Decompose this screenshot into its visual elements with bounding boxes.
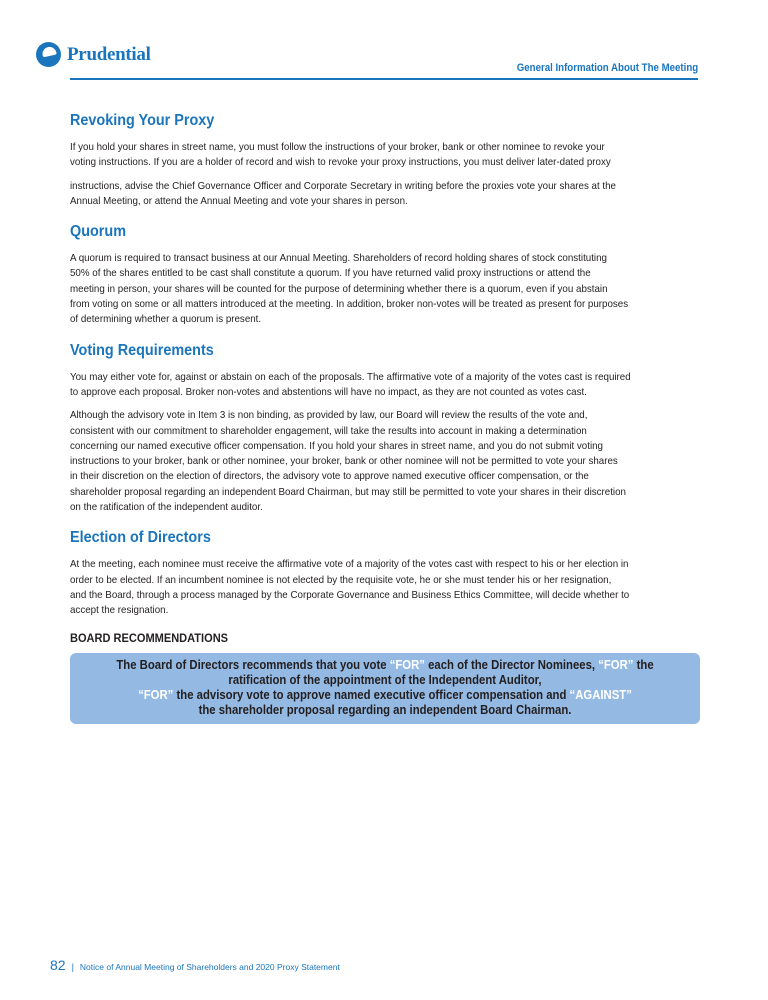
text-line: to approve each proposal. Broker non-votes and abstentions will have no impact, as they are not counted as votes cast. — [70, 386, 587, 398]
footer-separator: | — [71, 962, 74, 972]
header-rule — [70, 78, 698, 80]
logo-wordmark: Prudential — [67, 43, 151, 65]
text-line: meeting in person, your shares will be counted for the purpose of determining whether there is a quorum, even if you abstain — [70, 283, 608, 295]
recommendation-text: the — [633, 657, 654, 672]
text-line: If you hold your shares in street name, you must follow the instructions of your broker, bank or other nominee to revoke your — [70, 142, 605, 153]
paragraph — [70, 251, 700, 327]
recommendation-line — [107, 703, 663, 718]
recommendation-box — [70, 653, 700, 724]
text-line: Although the advisory vote in Item 3 is non binding, as provided by law, our Board will review the results of the vote and, — [70, 410, 588, 422]
section — [70, 529, 700, 618]
page-footer — [50, 957, 340, 973]
section-heading: Quorum — [70, 223, 126, 241]
section-heading: Election of Directors — [70, 529, 211, 547]
recommendation-line — [107, 658, 663, 673]
footer-title: Notice of Annual Meeting of Shareholders and 2020 Proxy Statement — [79, 962, 340, 972]
text-line: from voting on some or all matters introduced at the meeting. In addition, broker non-votes will be treated as present for purposes — [70, 299, 629, 311]
paragraph — [70, 408, 700, 515]
text-line: of determining whether a quorum is present. — [70, 314, 262, 326]
text-line: shareholder proposal regarding an independent Board Chairman, but may still be permitted to vote your shares in their discretion — [70, 486, 626, 498]
vote-highlight: “FOR” — [389, 657, 425, 672]
section — [70, 112, 700, 209]
paragraph — [70, 370, 700, 401]
text-line: instructions to your broker, bank or other nominee, your broker, bank or other nominee will not be permitted to vote your shares — [70, 456, 618, 468]
text-line: You may either vote for, against or abstain on each of the proposals. The affirmative vote of a majority of the votes cast is required — [70, 371, 631, 383]
recommendation-text: each of the Director Nominees, — [424, 657, 599, 672]
section-heading: Voting Requirements — [70, 341, 214, 359]
text-line: in their discretion on the election of directors, the advisory vote to approve named executive officer compensation, or the — [70, 471, 589, 483]
prudential-logo — [36, 42, 151, 67]
text-line: 50% of the shares entitled to be cast shall constitute a quorum. If you have returned valid proxy instructions or attend the — [70, 268, 591, 280]
section — [70, 223, 700, 327]
section-heading: Revoking Your Proxy — [70, 112, 215, 129]
text-line: accept the resignation. — [70, 605, 169, 617]
vote-highlight: “FOR” — [598, 657, 634, 672]
page-number: 82 — [50, 957, 66, 973]
text-line: voting instructions. If you are a holder of record and wish to revoke your proxy instructions, you must deliver later-dated proxy — [70, 157, 611, 169]
paragraph — [70, 140, 700, 171]
text-line: on the ratification of the independent auditor. — [70, 502, 263, 514]
text-line: consistent with our commitment to shareholder engagement, will take the results into account in making a determination — [70, 425, 587, 437]
text-line: A quorum is required to transact business at our Annual Meeting. Shareholders of record holding shares of stock constituting — [70, 253, 607, 265]
text-line: and the Board, through a process managed by the Corporate Governance and Business Ethics Committee, will decide whether to — [70, 589, 630, 601]
recommendation-line — [107, 688, 663, 703]
recommendation-text: the shareholder proposal regarding an independent Board Chairman. — [198, 702, 572, 717]
text-line: Annual Meeting, or attend the Annual Meeting and vote your shares in person. — [70, 195, 408, 207]
text-line: instructions, advise the Chief Governance Officer and Corporate Secretary in writing before the proxies vote your shares at the — [70, 180, 616, 192]
vote-highlight: “AGAINST” — [569, 687, 632, 702]
board-recommendations-heading: BOARD RECOMMENDATIONS — [70, 630, 229, 645]
rock-logo-icon — [36, 42, 61, 67]
text-line: order to be elected. If an incumbent nominee is not elected by the requisite vote, he or she must tender his or her resignation, — [70, 574, 612, 586]
text-line: concerning our named executive officer compensation. If you hold your shares in street name, and you do not submit voting — [70, 440, 603, 452]
recommendation-text: ratification of the appointment of the Independent Auditor, — [228, 672, 542, 687]
text-line: At the meeting, each nominee must receive the affirmative vote of a majority of the votes cast with respect to his or her election in — [70, 559, 629, 571]
recommendation-line — [107, 673, 663, 688]
paragraph — [70, 557, 700, 618]
recommendation-text: The Board of Directors recommends that you vote — [116, 657, 390, 672]
section — [70, 342, 700, 516]
main-content — [70, 112, 700, 724]
running-header: General Information About The Meeting — [516, 62, 698, 74]
recommendation-text: the advisory vote to approve named executive officer compensation and — [173, 687, 570, 702]
paragraph — [70, 179, 700, 210]
vote-highlight: “FOR” — [138, 687, 174, 702]
